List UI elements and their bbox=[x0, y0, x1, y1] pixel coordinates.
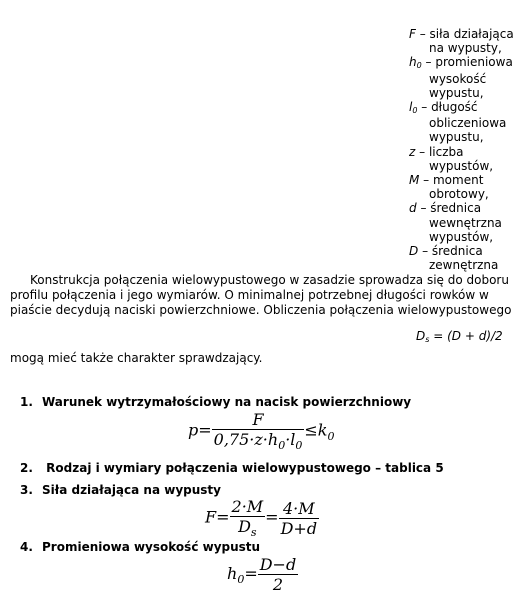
legend-item: M – moment obrotowy, bbox=[409, 173, 489, 202]
legend-item: $l_0$ – długość obliczeniowa wypustu, bbox=[409, 100, 507, 145]
formula-height: $h_0=$ $\frac{D-d}{2}$ bbox=[227, 555, 297, 594]
formula-pressure: p= $\frac{F}{0,75\cdot z\cdot h_0\cdot l_0}$ $\le k_0$ bbox=[188, 410, 335, 453]
section-heading-3: 3. Siła działająca na wypusty bbox=[20, 483, 221, 497]
section-heading-4: 4. Promieniowa wysokość wypustu bbox=[20, 540, 261, 554]
legend-item: F – siła działająca na wypusty, bbox=[409, 27, 514, 56]
ds-formula: $D_s = (D + d)/2$ bbox=[416, 329, 503, 344]
legend-item: D – średnica zewnętrzna bbox=[409, 244, 499, 273]
intro-paragraph bbox=[10, 273, 520, 318]
legend-item: d – średnica wewnętrzna wypustów, bbox=[409, 201, 502, 244]
intro-end-text: mogą mieć także charakter sprawdzający. bbox=[10, 351, 263, 365]
intro-text: Konstrukcja połączenia wielowypustowego w zasadzie sprowadza się do doboru profilu połączenia i jego wymiarów. O minimalnej potrzebnej długości rowków w piaście decydują naciski powierzchniowe. Obliczenia połączenia wielowypustowego bbox=[10, 273, 512, 317]
section-heading-2: 2. Rodzaj i wymiary połączenia wielowypustowego – tablica 5 bbox=[20, 461, 444, 475]
legend-item: $h_0$ – promieniowa wysokość wypustu, bbox=[409, 55, 513, 100]
symbol-legend bbox=[409, 27, 525, 273]
formula-force: F= $\frac{2\cdot M}{D_s}$ = $\frac{4\cdot M}{D+d}$ bbox=[205, 497, 318, 540]
section-heading-1: 1. Warunek wytrzymałościowy na nacisk powierzchniowy bbox=[20, 395, 412, 409]
legend-item: z – liczba wypustów, bbox=[409, 144, 494, 173]
